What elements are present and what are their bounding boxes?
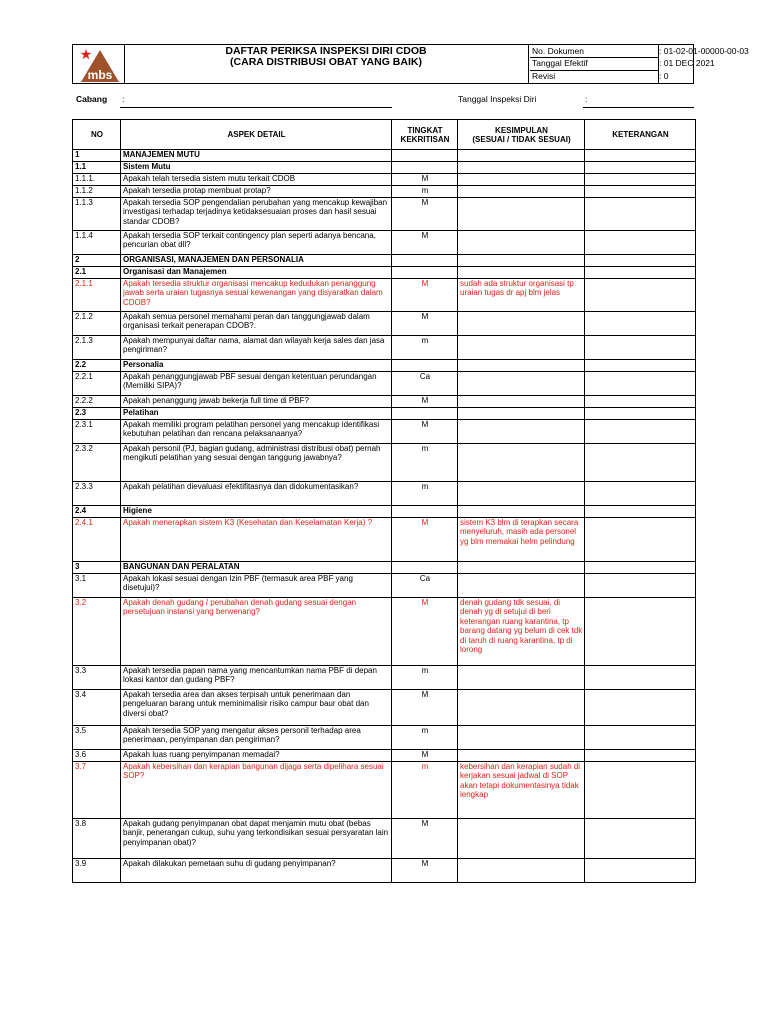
row-no: 3.4 xyxy=(73,690,121,726)
row-no: 2.3.1 xyxy=(73,420,121,444)
row-aspek: Pelatihan xyxy=(121,408,392,420)
row-keterangan[interactable] xyxy=(585,360,696,372)
row-kesimpulan[interactable] xyxy=(458,198,585,231)
row-aspek: Sistem Mutu xyxy=(121,162,392,174)
row-kesimpulan[interactable] xyxy=(458,372,585,396)
row-kesimpulan[interactable] xyxy=(458,396,585,408)
row-tingkat xyxy=(392,408,458,420)
row-tingkat xyxy=(392,562,458,574)
row-no: 3.9 xyxy=(73,859,121,883)
row-keterangan[interactable] xyxy=(585,198,696,231)
row-no: 1.1 xyxy=(73,162,121,174)
row-no: 2 xyxy=(73,255,121,267)
row-tingkat: m xyxy=(392,336,458,360)
row-kesimpulan[interactable] xyxy=(458,506,585,518)
row-kesimpulan[interactable] xyxy=(458,408,585,420)
table-row xyxy=(73,150,696,162)
row-aspek: Apakah dilakukan pemetaan suhu di gudang penyimpanan? xyxy=(121,859,392,883)
table-row xyxy=(73,186,696,198)
star-icon xyxy=(81,49,92,59)
table-row xyxy=(73,372,696,396)
row-keterangan[interactable] xyxy=(585,690,696,726)
table-row xyxy=(73,562,696,574)
row-kesimpulan[interactable] xyxy=(458,726,585,750)
table-row xyxy=(73,420,696,444)
table-row xyxy=(73,408,696,420)
row-no: 3.7 xyxy=(73,762,121,819)
row-aspek: BANGUNAN DAN PERALATAN xyxy=(121,562,392,574)
table-row xyxy=(73,574,696,598)
table-row xyxy=(73,444,696,482)
table-row xyxy=(73,726,696,750)
title-line-2: (CARA DISTRIBUSI OBAT YANG BAIK) xyxy=(230,56,422,68)
row-kesimpulan[interactable] xyxy=(458,420,585,444)
row-no: 2.2 xyxy=(73,360,121,372)
row-tingkat: M xyxy=(392,198,458,231)
row-kesimpulan[interactable] xyxy=(458,482,585,506)
tanggal-underline xyxy=(583,107,694,108)
row-tingkat: m xyxy=(392,482,458,506)
effective-date-label: Tanggal Efektif xyxy=(532,58,588,68)
table-row xyxy=(73,666,696,690)
table-row xyxy=(73,174,696,186)
row-aspek: Apakah menerapkan sistem K3 (Kesehatan dan Keselamatan Kerja) ? xyxy=(121,518,392,562)
row-kesimpulan[interactable] xyxy=(458,267,585,279)
row-no: 3.8 xyxy=(73,819,121,859)
table-row xyxy=(73,336,696,360)
row-tingkat: M xyxy=(392,690,458,726)
row-no: 2.1.3 xyxy=(73,336,121,360)
row-keterangan[interactable] xyxy=(585,396,696,408)
table-row xyxy=(73,819,696,859)
row-no: 2.1.2 xyxy=(73,312,121,336)
row-kesimpulan[interactable] xyxy=(458,562,585,574)
row-keterangan[interactable] xyxy=(585,482,696,506)
doc-label-cell xyxy=(530,45,659,83)
row-tingkat: M xyxy=(392,518,458,562)
row-no: 1.1.1. xyxy=(73,174,121,186)
row-aspek: Apakah tersedia SOP terkait contingency plan seperti adanya bencana, pencurian obat dll? xyxy=(121,231,392,255)
row-aspek: Apakah luas ruang penyimpanan memadai? xyxy=(121,750,392,762)
row-no: 3.2 xyxy=(73,598,121,666)
table-row xyxy=(73,231,696,255)
row-aspek: Apakah tersedia papan nama yang mencantumkan nama PBF di depan lokasi kantor dan gudang PBF? xyxy=(121,666,392,690)
row-aspek: Apakah tersedia SOP yang mengatur akses personil terhadap area penerimaan, penyimpanan dan pengiriman? xyxy=(121,726,392,750)
row-no: 2.2.1 xyxy=(73,372,121,396)
cabang-label: Cabang xyxy=(76,94,108,104)
row-aspek: Apakah tersedia SOP pengendalian perubahan yang mencakup kewajiban investigasi terhadap terjadinya ketidaksesuaian proses dan hasil sesuai standar CDOB? xyxy=(121,198,392,231)
row-tingkat: m xyxy=(392,726,458,750)
row-no: 3.5 xyxy=(73,726,121,750)
row-kesimpulan[interactable] xyxy=(458,666,585,690)
row-keterangan[interactable] xyxy=(585,174,696,186)
row-keterangan[interactable] xyxy=(585,336,696,360)
row-kesimpulan[interactable] xyxy=(458,859,585,883)
effective-date-value: : 01 DEC 2021 xyxy=(659,58,715,68)
row-aspek: Apakah personil (PJ, bagian gudang, administrasi distribusi obat) pernah mengikuti pelatihan yang sesuai dengan tanggung jawabnya? xyxy=(121,444,392,482)
row-keterangan[interactable] xyxy=(585,420,696,444)
row-aspek: Apakah tersedia area dan akses terpisah untuk penerimaan dan pengeluaran barang untuk meminimalisir risiko campur baur obat dan diversi obat? xyxy=(121,690,392,726)
doc-number-value: : 01-02-01-00000-00-03 xyxy=(659,46,749,56)
row-tingkat: M xyxy=(392,312,458,336)
table-row xyxy=(73,690,696,726)
table-row xyxy=(73,312,696,336)
row-tingkat: Ca xyxy=(392,372,458,396)
table-header-row xyxy=(73,120,696,150)
row-aspek: Apakah semua personel memahami peran dan tanggungjawab dalam organisasi terkait penerapan CDOB?. xyxy=(121,312,392,336)
row-keterangan[interactable] xyxy=(585,859,696,883)
row-kesimpulan[interactable]: sistem K3 blm di terapkan secara menyeluruh, masih ada personel yg blm memakai helm pelindung xyxy=(458,518,585,562)
header-no: NO xyxy=(73,120,121,150)
row-no: 2.3.2 xyxy=(73,444,121,482)
row-keterangan[interactable] xyxy=(585,562,696,574)
row-kesimpulan[interactable] xyxy=(458,819,585,859)
row-kesimpulan[interactable] xyxy=(458,336,585,360)
revision-label: Revisi xyxy=(532,71,556,81)
document-title xyxy=(124,45,529,83)
row-kesimpulan[interactable] xyxy=(458,444,585,482)
tanggal-inspeksi-label: Tanggal Inspeksi Diri xyxy=(458,94,537,104)
row-keterangan[interactable] xyxy=(585,750,696,762)
row-kesimpulan[interactable] xyxy=(458,750,585,762)
row-tingkat: M xyxy=(392,819,458,859)
row-tingkat: M xyxy=(392,859,458,883)
row-tingkat xyxy=(392,255,458,267)
row-kesimpulan[interactable] xyxy=(458,574,585,598)
row-tingkat: Ca xyxy=(392,574,458,598)
row-no: 2.3 xyxy=(73,408,121,420)
row-no: 2.1 xyxy=(73,267,121,279)
row-aspek: ORGANISASI, MANAJEMEN DAN PERSONALIA xyxy=(121,255,392,267)
row-no: 1 xyxy=(73,150,121,162)
cabang-value[interactable]: : xyxy=(122,94,125,104)
row-keterangan[interactable] xyxy=(585,666,696,690)
row-aspek: MANAJEMEN MUTU xyxy=(121,150,392,162)
row-tingkat: M xyxy=(392,279,458,312)
row-aspek: Apakah pelatihan dievaluasi efektifitasnya dan didokumentasikan? xyxy=(121,482,392,506)
row-aspek: Apakah penanggungjawab PBF sesuai dengan ketentuan perundangan (Memiliki SIPA)? xyxy=(121,372,392,396)
tanggal-inspeksi-value[interactable]: : xyxy=(585,94,588,104)
table-row xyxy=(73,162,696,174)
row-keterangan[interactable] xyxy=(585,444,696,482)
row-kesimpulan[interactable] xyxy=(458,150,585,162)
doc-number-label: No. Dokumen xyxy=(532,46,584,56)
row-keterangan[interactable] xyxy=(585,506,696,518)
row-aspek: Apakah lokasi sesuai dengan Izin PBF (termasuk area PBF yang disetujui)? xyxy=(121,574,392,598)
row-aspek: Apakah tersedia protap membuat protap? xyxy=(121,186,392,198)
row-keterangan[interactable] xyxy=(585,255,696,267)
row-kesimpulan[interactable] xyxy=(458,690,585,726)
row-keterangan[interactable] xyxy=(585,762,696,819)
row-aspek: Organisasi dan Manajemen xyxy=(121,267,392,279)
row-keterangan[interactable] xyxy=(585,279,696,312)
header-tingkat-line2: KEKRITISAN xyxy=(400,134,450,144)
row-no: 3.1 xyxy=(73,574,121,598)
header-tingkat xyxy=(392,120,458,150)
table-row xyxy=(73,598,696,666)
row-keterangan[interactable] xyxy=(585,598,696,666)
row-keterangan[interactable] xyxy=(585,231,696,255)
row-no: 2.4 xyxy=(73,506,121,518)
row-keterangan[interactable] xyxy=(585,574,696,598)
row-aspek: Apakah mempunyai daftar nama, alamat dan wilayah kerja sales dan jasa pengiriman? xyxy=(121,336,392,360)
row-kesimpulan[interactable] xyxy=(458,162,585,174)
row-kesimpulan[interactable]: sudah ada struktur organisasi tp uraian tugas dr apj blm jelas xyxy=(458,279,585,312)
row-tingkat: M xyxy=(392,174,458,186)
row-tingkat: M xyxy=(392,750,458,762)
row-keterangan[interactable] xyxy=(585,162,696,174)
row-tingkat xyxy=(392,150,458,162)
row-aspek: Higiene xyxy=(121,506,392,518)
table-row xyxy=(73,518,696,562)
row-tingkat: m xyxy=(392,762,458,819)
table-row xyxy=(73,360,696,372)
logo-text: mbs xyxy=(87,68,113,82)
document-header xyxy=(72,44,749,84)
row-aspek: Apakah memiliki program pelatihan personel yang mencakup identifikasi kebutuhan pelatihan dan rencana pelaksanaanya? xyxy=(121,420,392,444)
table-row xyxy=(73,279,696,312)
row-keterangan[interactable] xyxy=(585,186,696,198)
row-no: 2.4.1 xyxy=(73,518,121,562)
checklist-table xyxy=(72,119,696,883)
row-kesimpulan[interactable] xyxy=(458,186,585,198)
table-row xyxy=(73,255,696,267)
table-row xyxy=(73,267,696,279)
row-aspek: Apakah telah tersedia sistem mutu terkait CDOB xyxy=(121,174,392,186)
row-tingkat xyxy=(392,506,458,518)
table-row xyxy=(73,506,696,518)
title-line-1: DAFTAR PERIKSA INSPEKSI DIRI CDOB xyxy=(225,45,427,57)
row-no: 3.3 xyxy=(73,666,121,690)
row-keterangan[interactable] xyxy=(585,267,696,279)
row-kesimpulan[interactable]: kebersihan dan kerapian sudah di kerjakan sesuai jadwal di SOP akan tetapi dokumentasinya tidak lengkap xyxy=(458,762,585,819)
row-no: 2.2.2 xyxy=(73,396,121,408)
row-tingkat: M xyxy=(392,231,458,255)
table-row xyxy=(73,859,696,883)
row-aspek: Apakah denah gudang / perubahan denah gudang sesuai dengan persetujuan instansi yang berwenang? xyxy=(121,598,392,666)
row-tingkat: m xyxy=(392,666,458,690)
header-kesimpulan-line1: KESIMPULAN xyxy=(495,125,548,135)
table-row xyxy=(73,482,696,506)
table-row xyxy=(73,396,696,408)
row-no: 2.1.1 xyxy=(73,279,121,312)
row-no: 2.3.3 xyxy=(73,482,121,506)
row-no: 1.1.4 xyxy=(73,231,121,255)
row-keterangan[interactable] xyxy=(585,408,696,420)
row-aspek: Apakah tersedia struktur organisasi mencakup kedudukan penanggung jawab serta uraian tugasnya sesuai kewenangan yang disyaratkan dalam CDOB? xyxy=(121,279,392,312)
row-aspek: Apakah penanggung jawab bekerja full time di PBF? xyxy=(121,396,392,408)
header-tingkat-line1: TINGKAT xyxy=(407,125,443,135)
row-keterangan[interactable] xyxy=(585,819,696,859)
row-tingkat: M xyxy=(392,420,458,444)
row-tingkat xyxy=(392,267,458,279)
doc-value-cell xyxy=(659,45,749,83)
table-row xyxy=(73,750,696,762)
row-tingkat: M xyxy=(392,396,458,408)
row-keterangan[interactable] xyxy=(585,312,696,336)
row-kesimpulan[interactable] xyxy=(458,360,585,372)
row-keterangan[interactable] xyxy=(585,372,696,396)
row-aspek: Apakah gudang penyimpanan obat dapat menjamin mutu obat (bebas banjir, penerangan cukup, suhu yang terkondisikan sesuai persyaratan lain penyimpanan obat)? xyxy=(121,819,392,859)
row-keterangan[interactable] xyxy=(585,518,696,562)
header-kesimpulan xyxy=(458,120,585,150)
row-tingkat: M xyxy=(392,598,458,666)
row-kesimpulan[interactable] xyxy=(458,231,585,255)
row-kesimpulan[interactable]: denah gudang tdk sesuai, di denah yg di setujui di beri keterangan ruang karantina, tp barang datang yg belum di cek tdk di taruh di ruang karantina, tp di lorong xyxy=(458,598,585,666)
row-kesimpulan[interactable] xyxy=(458,255,585,267)
row-no: 3.6 xyxy=(73,750,121,762)
row-no: 1.1.3 xyxy=(73,198,121,231)
header-keterangan: KETERANGAN xyxy=(585,120,696,150)
row-aspek: Personalia xyxy=(121,360,392,372)
row-tingkat: m xyxy=(392,444,458,482)
header-aspek: ASPEK DETAIL xyxy=(121,120,392,150)
table-row xyxy=(73,198,696,231)
row-tingkat xyxy=(392,360,458,372)
row-kesimpulan[interactable] xyxy=(458,312,585,336)
row-keterangan[interactable] xyxy=(585,726,696,750)
row-aspek: Apakah kebersihan dan kerapian bangunan dijaga serta dipelihara sesuai SOP? xyxy=(121,762,392,819)
revision-value: : 0 xyxy=(659,71,669,81)
row-tingkat: m xyxy=(392,186,458,198)
cabang-underline xyxy=(120,107,392,108)
row-no: 1.1.2 xyxy=(73,186,121,198)
row-kesimpulan[interactable] xyxy=(458,174,585,186)
row-keterangan[interactable] xyxy=(585,150,696,162)
row-no: 3 xyxy=(73,562,121,574)
company-logo xyxy=(79,47,121,83)
logo-cell xyxy=(73,45,125,83)
table-row xyxy=(73,762,696,819)
header-kesimpulan-line2: (SESUAI / TIDAK SESUAI) xyxy=(472,134,571,144)
row-tingkat xyxy=(392,162,458,174)
